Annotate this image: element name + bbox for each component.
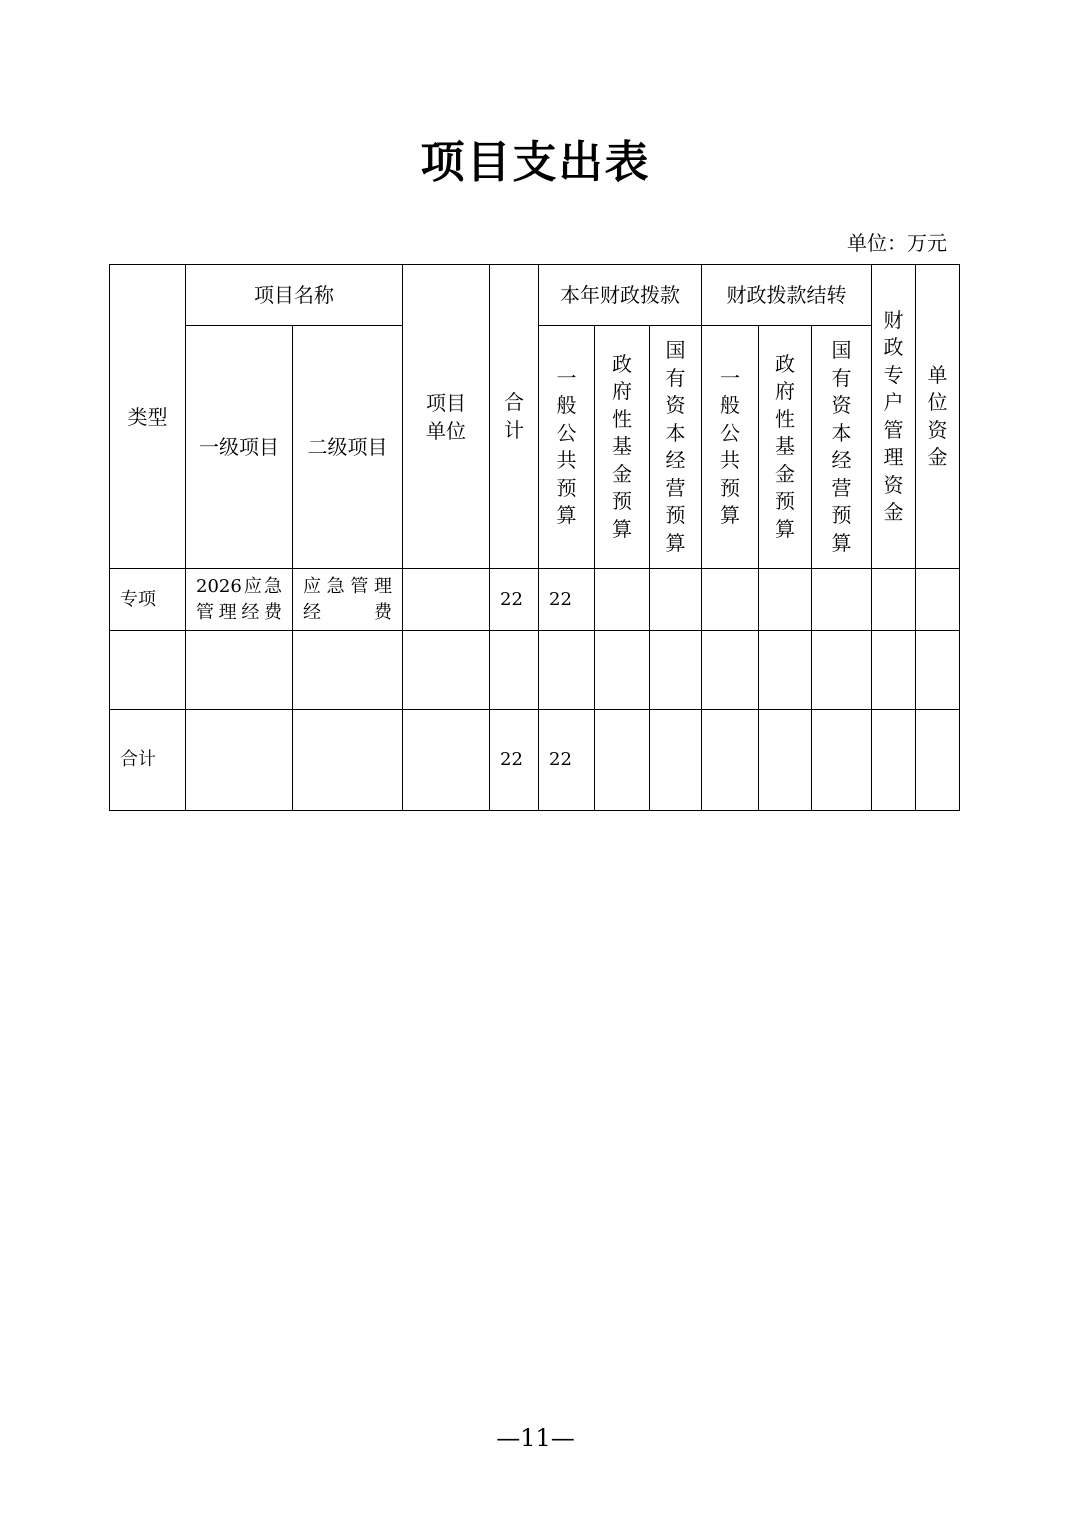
header-level2-project: 二级项目 — [293, 326, 403, 569]
header-type: 类型 — [110, 265, 186, 569]
header-unit-funds-text: 单位资金 — [927, 362, 948, 469]
header-carryover-government-fund-budget — [759, 326, 812, 569]
header-state-capital-budget — [650, 326, 702, 569]
table-row — [110, 569, 960, 631]
header-project-unit — [403, 265, 490, 569]
header-general-public-budget — [539, 326, 595, 569]
cell-type — [110, 631, 186, 710]
cell-special-account — [872, 710, 916, 811]
cell-total: 22 — [490, 569, 539, 631]
cell-unit-funds — [916, 631, 960, 710]
header-government-fund-budget — [595, 326, 650, 569]
cell-gov-fund — [595, 569, 650, 631]
header-carry-state-capital-text: 国有资本经营预算 — [831, 338, 852, 555]
cell-type: 合计 — [110, 710, 186, 811]
cell-project-unit — [403, 569, 490, 631]
header-special-account-funds — [872, 265, 916, 569]
cell-carry-general-public — [702, 569, 759, 631]
cell-carry-state-capital — [812, 710, 872, 811]
cell-level1: 2026应急管理经费 — [186, 569, 293, 631]
cell-level2 — [293, 631, 403, 710]
cell-carry-state-capital — [812, 631, 872, 710]
page-title: 项目支出表 — [420, 137, 651, 188]
cell-special-account — [872, 631, 916, 710]
cell-project-unit — [403, 710, 490, 811]
header-current-year-appropriation: 本年财政拨款 — [539, 265, 702, 326]
header-carry-general-public-text: 一般公共预算 — [720, 365, 741, 527]
header-gov-fund-text: 政府性基金预算 — [612, 351, 632, 541]
header-state-capital-text: 国有资本经营预算 — [665, 338, 686, 555]
cell-general-public — [539, 631, 595, 710]
cell-total: 22 — [490, 710, 539, 811]
cell-carry-gov-fund — [759, 631, 812, 710]
cell-carry-general-public — [702, 631, 759, 710]
cell-state-capital — [650, 569, 702, 631]
table-row — [110, 631, 960, 710]
cell-level2 — [293, 710, 403, 811]
table-row-total — [110, 710, 960, 811]
cell-special-account — [872, 569, 916, 631]
project-expenditure-table — [109, 264, 960, 811]
cell-gov-fund — [595, 710, 650, 811]
header-carryover-state-capital-budget — [812, 326, 872, 569]
header-special-account-text: 财政专户管理资金 — [883, 307, 904, 524]
cell-unit-funds — [916, 710, 960, 811]
unit-label: 单位：万元 — [847, 231, 947, 255]
cell-carry-gov-fund — [759, 569, 812, 631]
cell-level1 — [186, 631, 293, 710]
cell-level2: 应急管理经费 — [293, 569, 403, 631]
cell-carry-state-capital — [812, 569, 872, 631]
page-number: —11— — [496, 1424, 575, 1452]
cell-general-public: 22 — [539, 569, 595, 631]
cell-state-capital — [650, 710, 702, 811]
cell-carry-general-public — [702, 710, 759, 811]
header-total — [490, 265, 539, 569]
header-project-name: 项目名称 — [186, 265, 403, 326]
header-carry-gov-fund-text: 政府性基金预算 — [775, 351, 796, 541]
cell-state-capital — [650, 631, 702, 710]
cell-level1 — [186, 710, 293, 811]
header-unit-funds — [916, 265, 960, 569]
header-general-public-text: 一般公共预算 — [556, 365, 577, 527]
cell-gov-fund — [595, 631, 650, 710]
cell-type: 专项 — [110, 569, 186, 631]
cell-total — [490, 631, 539, 710]
header-appropriation-carryover: 财政拨款结转 — [702, 265, 872, 326]
header-project-unit-text: 项目单位 — [426, 390, 466, 443]
cell-project-unit — [403, 631, 490, 710]
header-total-text: 合计 — [504, 390, 524, 442]
cell-carry-gov-fund — [759, 710, 812, 811]
header-carryover-general-public-budget — [702, 326, 759, 569]
header-level1-project: 一级项目 — [186, 326, 293, 569]
cell-general-public: 22 — [539, 710, 595, 811]
cell-unit-funds — [916, 569, 960, 631]
